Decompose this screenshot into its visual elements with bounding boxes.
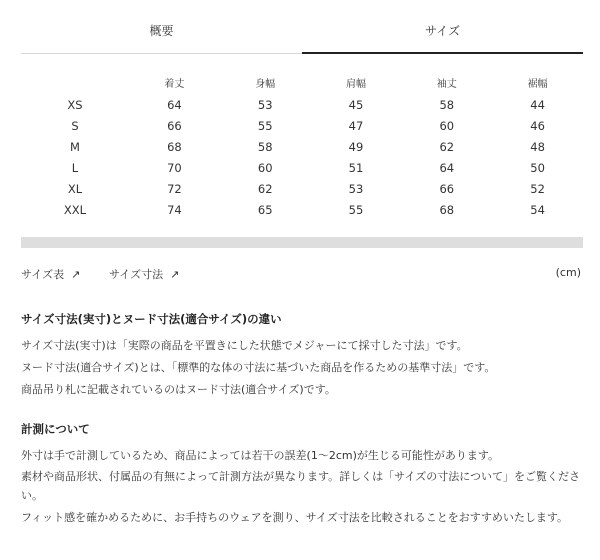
section-text: フィット感を確かめるために、お手持ちのウェアを測り、サイズ寸法を比較されることをおすすめいたします。 [21,511,569,524]
size-value: 66 [167,118,182,133]
table-row [21,94,583,115]
section-title: サイズ寸法(実寸)とヌード寸法(適合サイズ)の違い [21,312,282,326]
size-value: 68 [167,139,182,154]
size-value: 58 [439,97,455,112]
size-value: 45 [348,97,364,112]
size-value: 55 [348,202,364,217]
size-measure-link[interactable] [109,266,179,282]
tab-size[interactable]: サイズ [302,14,583,54]
column-header-width: 身幅 [255,78,276,90]
column-header-sleeve: 袖丈 [436,78,457,90]
size-links [21,266,583,282]
size-label: XXL [63,202,87,217]
table-row [21,199,583,220]
size-value: 51 [348,160,364,175]
size-label: XS [67,97,83,112]
unit-label: (cm) [555,266,581,279]
size-measure-link-label: サイズ寸法 [109,268,164,281]
size-value: 53 [348,181,364,196]
table-row [21,157,583,178]
size-value: 47 [348,118,364,133]
size-value: 72 [167,181,182,196]
size-chart-link[interactable] [21,266,80,282]
size-value: 65 [257,202,273,217]
section-text: ヌード寸法(適合サイズ)とは、「標準的な体の寸法に基づいた商品を作るための基準寸法」です。 [21,361,496,374]
size-value: 49 [348,139,364,154]
size-value: 46 [530,118,545,133]
size-label: XL [67,181,83,196]
table-row [21,115,583,136]
size-value: 66 [439,181,455,196]
size-value: 68 [439,202,455,217]
section-text: 商品吊り札に記載されているのはヌード寸法(適合サイズ)です。 [21,383,336,396]
table-row [21,178,583,199]
size-value: 52 [530,181,545,196]
size-label: L [71,160,79,175]
size-value: 53 [257,97,273,112]
arrow-up-right-icon: ↗ [170,268,180,281]
horizontal-scrollbar[interactable] [21,237,583,248]
column-header-shoulder: 肩幅 [345,78,366,90]
size-chart-link-label: サイズ表 [21,268,65,281]
size-value: 62 [439,139,455,154]
table-header-row [21,70,583,94]
column-header [21,70,129,94]
size-label: S [71,118,79,133]
size-value: 50 [530,160,545,175]
section-text: サイズ寸法(実寸)は「実際の商品を平置きにした状態でメジャーにて採寸した寸法」です。 [21,339,468,352]
table-row [21,136,583,157]
section-title: 計測について [21,422,90,436]
size-value: 60 [439,118,455,133]
size-value: 55 [257,118,273,133]
size-value: 74 [167,202,182,217]
size-value: 58 [257,139,273,154]
section-text: 素材や商品形状、付属品の有無によって計測方法が異なります。詳しくは「サイズの寸法について」をご覧ください。 [21,470,581,502]
measurement-section [21,421,583,530]
tab-overview[interactable]: 概要 [21,14,302,54]
size-value: 54 [530,202,545,217]
size-value: 62 [257,181,273,196]
tab-bar [21,14,583,54]
size-label: M [70,139,80,154]
size-value: 70 [167,160,182,175]
size-value: 48 [530,139,545,154]
size-difference-section [21,311,583,401]
column-header-hem: 裾幅 [527,78,548,90]
size-value: 44 [530,97,545,112]
size-table [21,70,583,220]
size-value: 60 [257,160,273,175]
size-value: 64 [439,160,455,175]
size-value: 64 [167,97,182,112]
arrow-up-right-icon: ↗ [71,268,81,281]
section-text: 外寸は手で計測しているため、商品によっては若干の誤差(1～2cm)が生じる可能性があります。 [21,449,500,462]
column-header-length: 着丈 [164,78,185,90]
